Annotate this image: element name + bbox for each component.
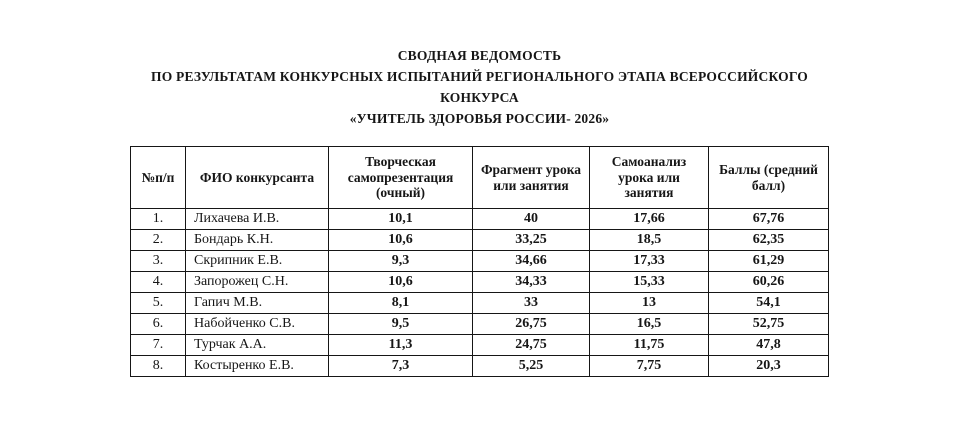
contestant-name-cell: Турчак А.А. (186, 335, 329, 356)
self-analysis-score-cell: 11,75 (590, 335, 709, 356)
row-number-cell: 4. (131, 272, 186, 293)
document-title (0, 0, 959, 129)
self-analysis-score-cell: 7,75 (590, 356, 709, 377)
lesson-fragment-score-cell: 26,75 (473, 314, 590, 335)
total-score-cell: 54,1 (709, 293, 829, 314)
presentation-score-cell: 9,3 (329, 251, 473, 272)
contestant-name-cell: Костыренко Е.В. (186, 356, 329, 377)
lesson-fragment-score-cell: 33 (473, 293, 590, 314)
table-row (131, 209, 829, 230)
title-line-1: СВОДНАЯ ВЕДОМОСТЬ (397, 48, 562, 63)
table-row (131, 293, 829, 314)
row-number-cell: 1. (131, 209, 186, 230)
lesson-fragment-score-cell: 5,25 (473, 356, 590, 377)
total-score-cell: 52,75 (709, 314, 829, 335)
lesson-fragment-score-cell: 34,66 (473, 251, 590, 272)
presentation-score-cell: 7,3 (329, 356, 473, 377)
presentation-score-cell: 11,3 (329, 335, 473, 356)
row-number-cell: 8. (131, 356, 186, 377)
column-header-lesson-fragment: Фрагмент урока или занятия (473, 147, 590, 209)
column-header-total-score: Баллы (средний балл) (709, 147, 829, 209)
row-number-cell: 7. (131, 335, 186, 356)
results-table (130, 146, 829, 377)
self-analysis-score-cell: 17,66 (590, 209, 709, 230)
table-row (131, 251, 829, 272)
contestant-name-cell: Скрипник Е.В. (186, 251, 329, 272)
row-number-cell: 2. (131, 230, 186, 251)
lesson-fragment-score-cell: 40 (473, 209, 590, 230)
table-row (131, 272, 829, 293)
contestant-name-cell: Запорожец С.Н. (186, 272, 329, 293)
table-body (131, 209, 829, 377)
contestant-name-cell: Бондарь К.Н. (186, 230, 329, 251)
total-score-cell: 67,76 (709, 209, 829, 230)
table-row (131, 335, 829, 356)
presentation-score-cell: 10,6 (329, 272, 473, 293)
presentation-score-cell: 8,1 (329, 293, 473, 314)
total-score-cell: 47,8 (709, 335, 829, 356)
row-number-cell: 6. (131, 314, 186, 335)
title-line-4: «УЧИТЕЛЬ ЗДОРОВЬЯ РОССИИ- 2026» (349, 111, 610, 126)
self-analysis-score-cell: 13 (590, 293, 709, 314)
lesson-fragment-score-cell: 34,33 (473, 272, 590, 293)
table-row (131, 314, 829, 335)
contestant-name-cell: Набойченко С.В. (186, 314, 329, 335)
contestant-name-cell: Гапич М.В. (186, 293, 329, 314)
presentation-score-cell: 10,1 (329, 209, 473, 230)
self-analysis-score-cell: 18,5 (590, 230, 709, 251)
title-line-3: КОНКУРСА (440, 90, 519, 105)
column-header-self-analysis: Самоанализ урока или занятия (590, 147, 709, 209)
lesson-fragment-score-cell: 33,25 (473, 230, 590, 251)
lesson-fragment-score-cell: 24,75 (473, 335, 590, 356)
title-line-2: ПО РЕЗУЛЬТАТАМ КОНКУРСНЫХ ИСПЫТАНИЙ РЕГИОНАЛЬНОГО ЭТАПА ВСЕРОССИЙСКОГО (151, 69, 808, 84)
contestant-name-cell: Лихачева И.В. (186, 209, 329, 230)
total-score-cell: 20,3 (709, 356, 829, 377)
self-analysis-score-cell: 16,5 (590, 314, 709, 335)
self-analysis-score-cell: 17,33 (590, 251, 709, 272)
column-header-number: №п/п (131, 147, 186, 209)
presentation-score-cell: 10,6 (329, 230, 473, 251)
column-header-contestant-name: ФИО конкурсанта (186, 147, 329, 209)
self-analysis-score-cell: 15,33 (590, 272, 709, 293)
total-score-cell: 60,26 (709, 272, 829, 293)
total-score-cell: 61,29 (709, 251, 829, 272)
total-score-cell: 62,35 (709, 230, 829, 251)
table-row (131, 356, 829, 377)
row-number-cell: 5. (131, 293, 186, 314)
table-header-row (131, 147, 829, 209)
column-header-presentation: Творческая самопрезентация (очный) (329, 147, 473, 209)
table-row (131, 230, 829, 251)
row-number-cell: 3. (131, 251, 186, 272)
table-header (131, 147, 829, 209)
presentation-score-cell: 9,5 (329, 314, 473, 335)
